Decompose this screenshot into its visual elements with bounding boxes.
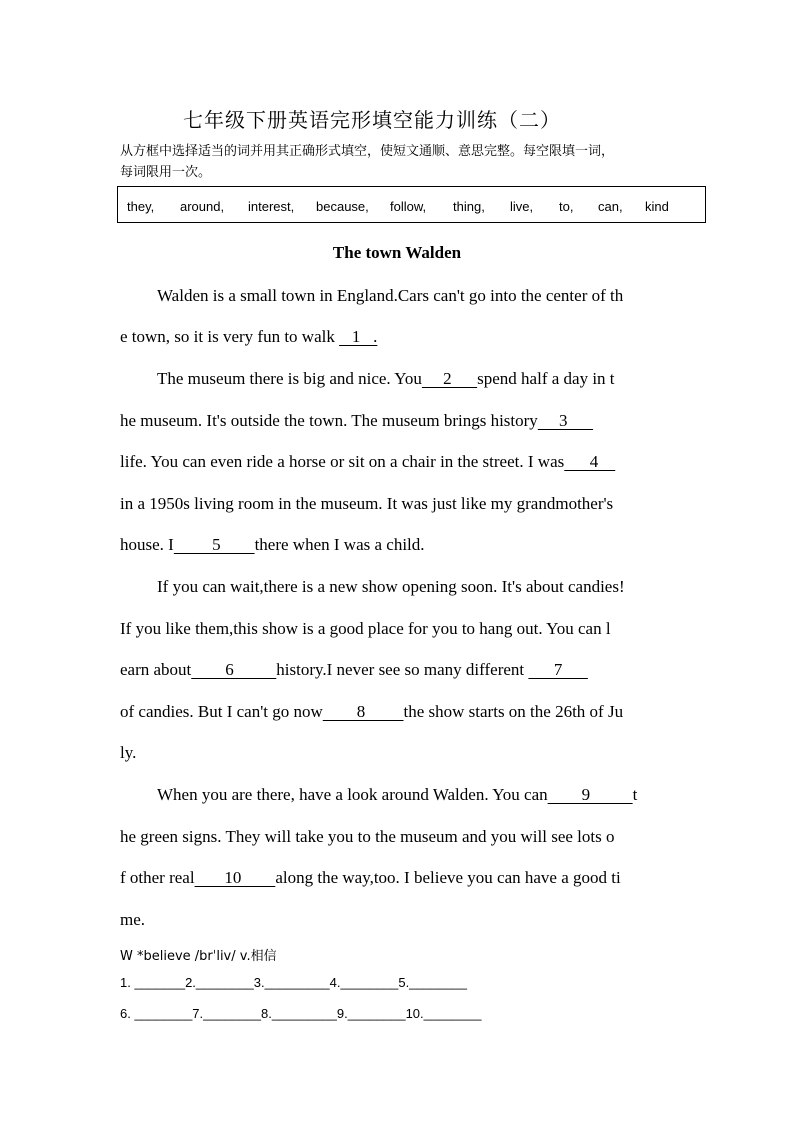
passage-title: The town Walden: [332, 243, 462, 262]
answer-line-2: 6. ________7.________8._________9.________10.________: [120, 1006, 482, 1021]
passage-line-10: [120, 660, 588, 680]
passage-text: Walden is a small town in England.Cars can't go into the center of th: [157, 286, 624, 305]
passage-line-1: [157, 286, 623, 306]
instruction-line-1: 从方框中选择适当的词并用其正确形式填空，使短文通顺、意思完整。每空限填一词，: [120, 144, 615, 159]
blank-9: 9: [547, 785, 633, 804]
word-bank-box: [117, 186, 706, 223]
word-bank-item: thing,: [453, 199, 485, 214]
blank-10: 10: [194, 868, 276, 887]
blank-6: 6: [191, 660, 277, 679]
page-title: 七年级下册英语完形填空能力训练（二）: [183, 108, 561, 132]
passage-line-11: [120, 702, 623, 722]
passage-text: he museum. It's outside the town. The museum brings history: [120, 411, 538, 430]
passage-text: he green signs. They will take you to the museum and you will see lots o: [120, 827, 615, 846]
word-bank-item: can,: [598, 199, 623, 214]
passage-line-2: [120, 327, 377, 347]
blank-7: 7: [528, 660, 588, 679]
passage-text: earn about: [120, 660, 192, 679]
word-bank-item: to,: [559, 199, 574, 214]
instruction-line-2: 每词限用一次。: [120, 165, 212, 180]
passage-text: in a 1950s living room in the museum. It was just like my grandmother's: [120, 494, 614, 513]
word-bank-item: around,: [180, 199, 225, 214]
vocabulary-note: W *believe /brˈliv/ v.相信: [120, 949, 277, 964]
passage-text: If you can wait,there is a new show opening soon. It's about candies!: [157, 577, 625, 596]
passage-text: spend half a day in t: [477, 369, 615, 388]
passage-text: life. You can even ride a horse or sit on a chair in the street. I was: [120, 452, 565, 471]
passage-text: e town, so it is very fun to walk: [120, 327, 340, 346]
word-bank-item: kind: [645, 199, 669, 214]
passage-line-3: [157, 369, 615, 389]
passage-line-13: [157, 785, 637, 805]
blank-8: 8: [322, 702, 404, 721]
blank-5: 5: [173, 535, 255, 554]
word-bank-item: follow,: [390, 199, 427, 214]
word-bank-item: live,: [510, 199, 534, 214]
passage-text: along the way,too. I believe you can have a good ti: [275, 868, 621, 887]
passage-text: there when I was a child.: [254, 535, 425, 554]
passage-line-14: [120, 827, 615, 847]
passage-line-16: [120, 910, 145, 930]
word-bank-item: interest,: [248, 199, 295, 214]
answer-line-1: 1. _______2.________3._________4.________5.________: [120, 975, 468, 990]
passage-text: If you like them,this show is a good place for you to hang out. You can l: [120, 619, 611, 638]
blank-4: 4: [564, 452, 616, 471]
passage-text: of candies. But I can't go now: [120, 702, 323, 721]
passage-text: house. I: [120, 535, 174, 554]
passage-line-5: [120, 452, 615, 472]
passage-text: the show starts on the 26th of Ju: [403, 702, 624, 721]
passage-line-8: [157, 577, 625, 597]
passage-line-9: [120, 619, 611, 639]
blank-1: 1 .: [339, 327, 378, 346]
passage-line-7: [120, 535, 425, 555]
passage-text: me.: [120, 910, 146, 929]
passage-text: f other real: [120, 868, 195, 887]
passage-text: The museum there is big and nice. You: [157, 369, 422, 388]
passage-line-4: [120, 411, 593, 431]
passage-text: t: [632, 785, 638, 804]
passage-text: ly.: [120, 743, 137, 762]
passage-line-15: [120, 868, 621, 888]
passage-text: When you are there, have a look around Walden. You can: [157, 785, 548, 804]
blank-3: 3: [537, 411, 594, 430]
passage-text: history.I never see so many different: [276, 660, 529, 679]
blank-2: 2: [421, 369, 478, 388]
passage-line-12: [120, 743, 136, 763]
word-bank-item: they,: [127, 199, 155, 214]
word-bank-item: because,: [316, 199, 369, 214]
passage-line-6: [120, 494, 613, 514]
